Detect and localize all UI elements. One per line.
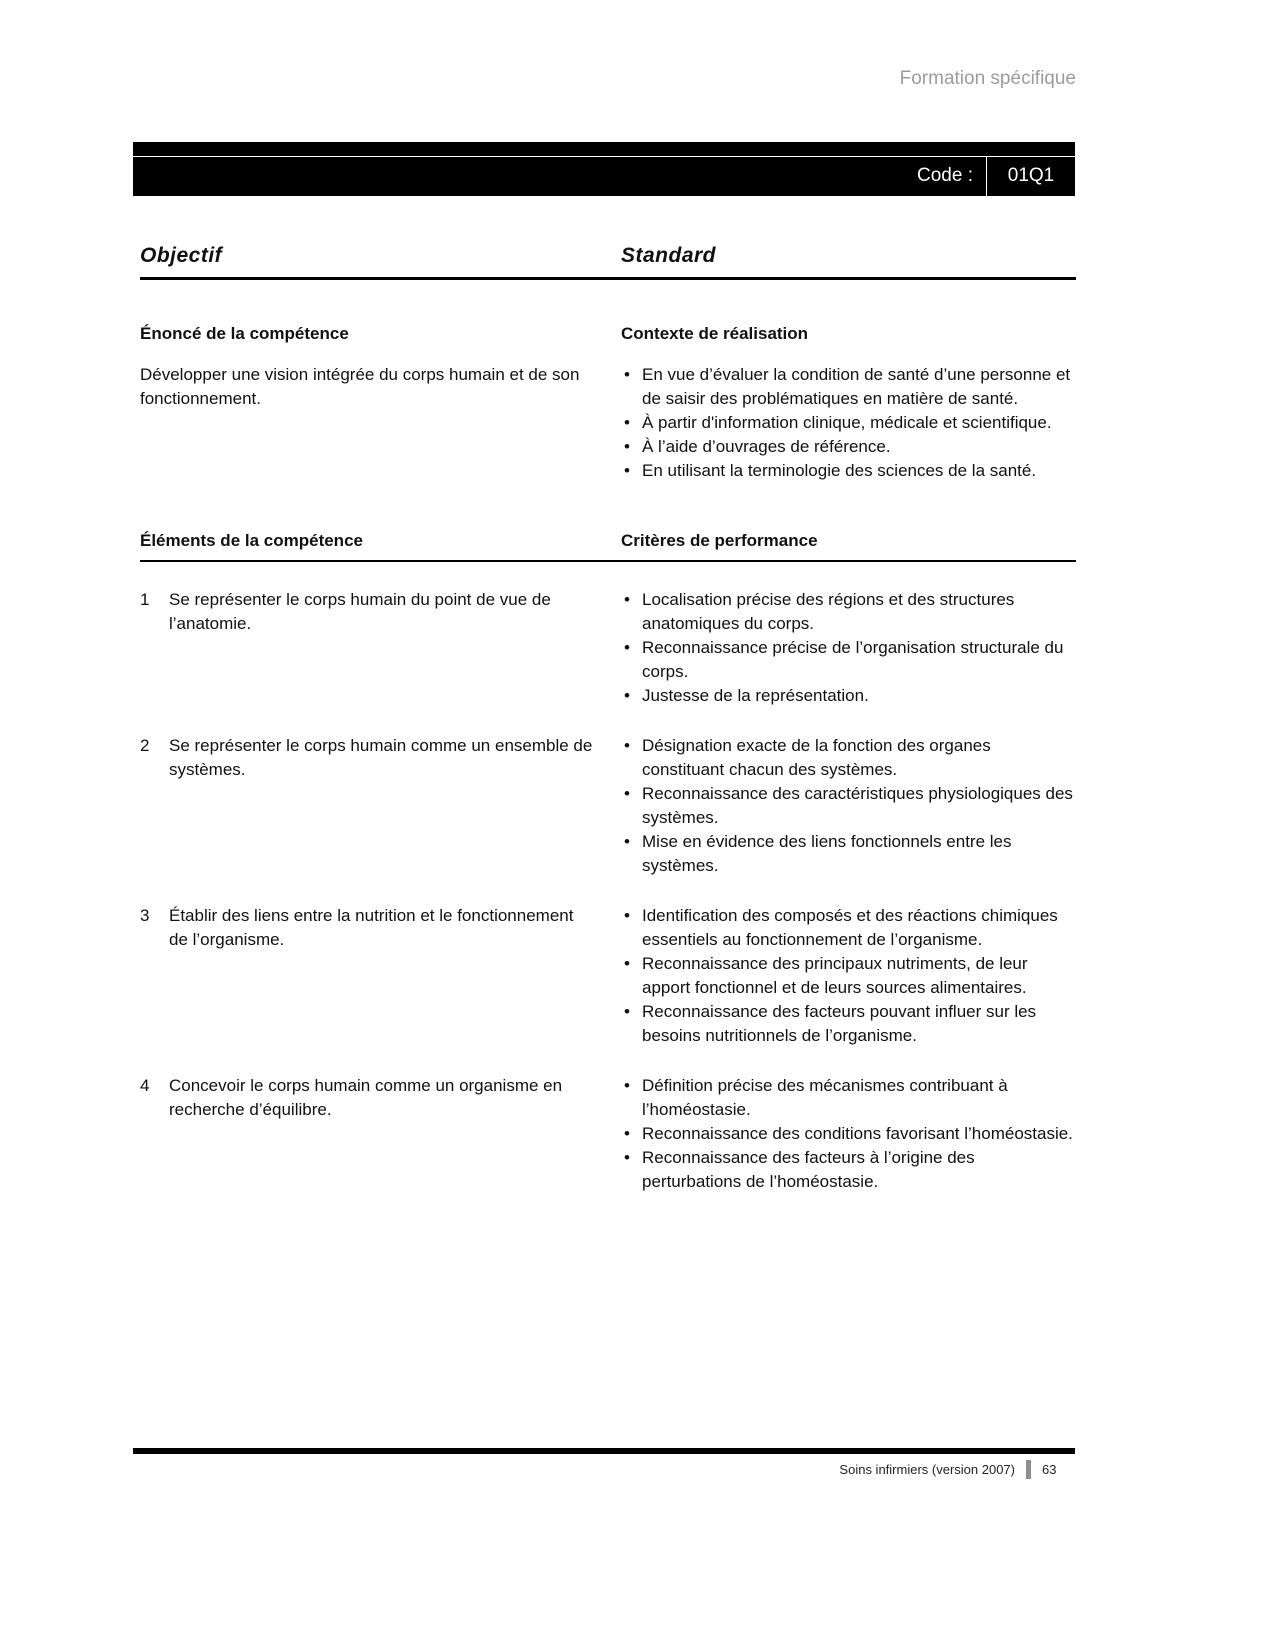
criteria-item: • Définition précise des mécanismes contribuant à l’homéostasie. bbox=[621, 1074, 1076, 1122]
criteria-item: • Reconnaissance des caractéristiques physiologiques des systèmes. bbox=[621, 782, 1076, 830]
criteria-item: • Localisation précise des régions et des structures anatomiques du corps. bbox=[621, 588, 1076, 636]
competence-headers-row bbox=[140, 322, 1076, 346]
page-footer bbox=[140, 1460, 1060, 1479]
footer-document-title: Soins infirmiers (version 2007) bbox=[839, 1462, 1015, 1477]
element-row-3 bbox=[140, 904, 1076, 1048]
contexte-item: • À partir d'information clinique, médicale et scientifique. bbox=[621, 411, 1076, 435]
element-statement bbox=[140, 588, 595, 708]
criteria-item: • Reconnaissance des principaux nutriments, de leur apport fonctionnel et de leurs sources alimentaires. bbox=[621, 952, 1076, 1000]
elements-heading: Éléments de la compétence bbox=[140, 531, 363, 550]
element-number: 2 bbox=[140, 736, 150, 755]
competence-body-row bbox=[140, 363, 1076, 483]
code-value: 01Q1 bbox=[1007, 165, 1055, 186]
element-row-2 bbox=[140, 734, 1076, 878]
element-number: 3 bbox=[140, 906, 150, 925]
contexte-item: • À l’aide d’ouvrages de référence. bbox=[621, 435, 1076, 459]
criteria-list bbox=[621, 734, 1076, 878]
element-number: 4 bbox=[140, 1076, 150, 1095]
criteria-item: • Reconnaissance des conditions favorisant l’homéostasie. bbox=[621, 1122, 1076, 1146]
element-row-1 bbox=[140, 588, 1076, 708]
criteria-item: • Mise en évidence des liens fonctionnels entre les systèmes. bbox=[621, 830, 1076, 878]
element-text: Établir des liens entre la nutrition et le fonctionnement de l’organisme. bbox=[169, 906, 574, 949]
elements-headers-row bbox=[140, 529, 1076, 562]
element-row-4 bbox=[140, 1074, 1076, 1194]
criteria-list bbox=[621, 904, 1076, 1048]
element-text: Se représenter le corps humain du point de vue de l’anatomie. bbox=[169, 590, 551, 633]
code-label: Code : bbox=[917, 165, 973, 186]
contexte-bullet-list bbox=[621, 363, 1076, 483]
column-titles-row bbox=[140, 244, 1076, 280]
standard-title: Standard bbox=[621, 244, 717, 267]
code-bar bbox=[133, 142, 1075, 196]
criteria-item: • Reconnaissance des facteurs pouvant influer sur les besoins nutritionnels de l’organisme. bbox=[621, 1000, 1076, 1048]
main-content bbox=[140, 244, 1076, 1194]
criteria-list bbox=[621, 1074, 1076, 1194]
element-statement bbox=[140, 1074, 595, 1194]
footer-rule bbox=[133, 1448, 1075, 1454]
page-number: 63 bbox=[1042, 1462, 1057, 1477]
objectif-title: Objectif bbox=[140, 244, 223, 267]
enonce-heading: Énoncé de la compétence bbox=[140, 324, 349, 343]
criteria-item: • Identification des composés et des réactions chimiques essentiels au fonctionnement de l’organisme. bbox=[621, 904, 1076, 952]
element-statement bbox=[140, 904, 595, 1048]
contexte-item: • En utilisant la terminologie des sciences de la santé. bbox=[621, 459, 1076, 483]
criteria-item: • Reconnaissance précise de l’organisation structurale du corps. bbox=[621, 636, 1076, 684]
code-bar-content bbox=[917, 156, 1075, 196]
running-header bbox=[140, 68, 1076, 90]
contexte-item: • En vue d’évaluer la condition de santé d’une personne et de saisir des problématiques en matière de santé. bbox=[621, 363, 1076, 411]
running-header-text: Formation spécifique bbox=[899, 68, 1076, 89]
criteria-list bbox=[621, 588, 1076, 708]
element-text: Concevoir le corps humain comme un organisme en recherche d’équilibre. bbox=[169, 1076, 563, 1119]
element-text: Se représenter le corps humain comme un ensemble de systèmes. bbox=[169, 736, 593, 779]
enonce-text: Développer une vision intégrée du corps humain et de son fonctionnement. bbox=[140, 365, 580, 408]
element-number: 1 bbox=[140, 590, 150, 609]
criteria-item: • Désignation exacte de la fonction des organes constituant chacun des systèmes. bbox=[621, 734, 1076, 782]
criteres-heading: Critères de performance bbox=[621, 531, 818, 550]
criteria-item: • Reconnaissance des facteurs à l’origine des perturbations de l’homéostasie. bbox=[621, 1146, 1076, 1194]
criteria-item: • Justesse de la représentation. bbox=[621, 684, 1076, 708]
footer-separator bbox=[1026, 1460, 1031, 1479]
element-statement bbox=[140, 734, 595, 878]
contexte-heading: Contexte de réalisation bbox=[621, 324, 809, 343]
